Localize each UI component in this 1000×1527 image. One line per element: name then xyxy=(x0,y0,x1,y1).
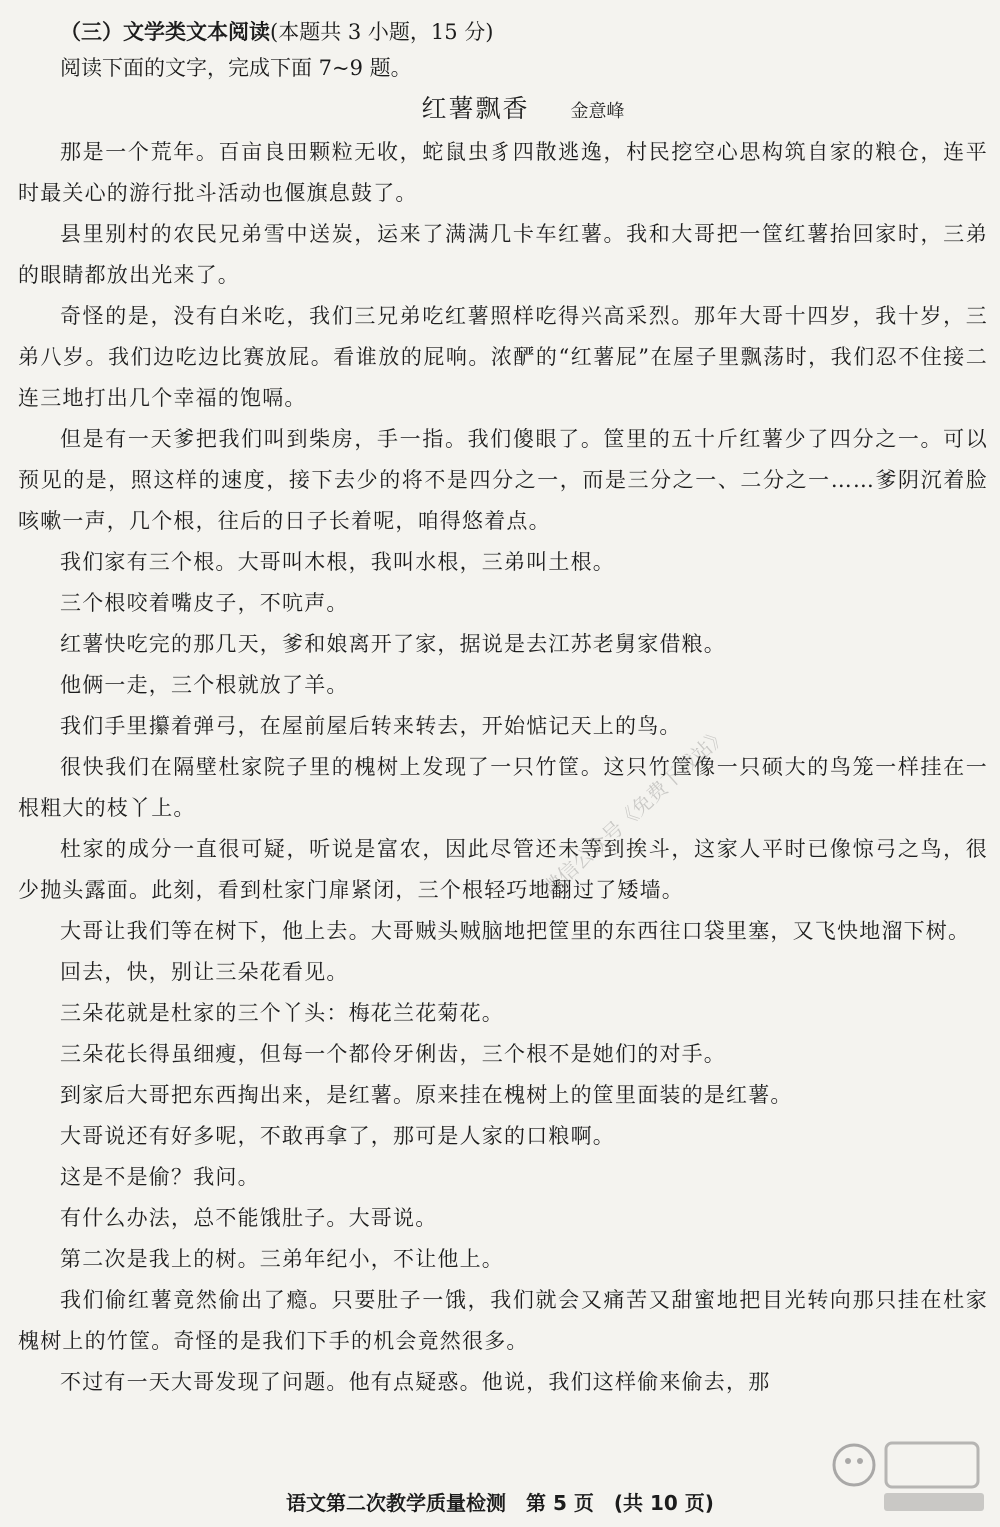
article-title: 红薯飘香 xyxy=(421,94,530,123)
article-paragraph: 很快我们在隔壁杜家院子里的槐树上发现了一只竹筐。这只竹筐像一只硕大的鸟笼一样挂在一根粗大的枝丫上。 xyxy=(18,755,988,820)
section-title: （三）文学类文本阅读 xyxy=(60,20,270,44)
article-paragraph: 杜家的成分一直很可疑，听说是富农，因此尽管还未等到挨斗，这家人平时已像惊弓之鸟，很少抛头露面。此刻，看到杜家门扉紧闭，三个根轻巧地翻过了矮墙。 xyxy=(18,837,988,902)
article-paragraph: 大哥说还有好多呢，不敢再拿了，那可是人家的口粮啊。 xyxy=(60,1124,615,1148)
article-paragraph: 我们手里攥着弹弓，在屋前屋后转来转去，开始惦记天上的鸟。 xyxy=(60,714,682,738)
exam-page xyxy=(18,14,988,1403)
article-paragraph: 三朵花长得虽细瘦，但每一个都伶牙俐齿，三个根不是她们的对手。 xyxy=(60,1042,726,1066)
article-paragraph: 到家后大哥把东西掏出来，是红薯。原来挂在槐树上的筐里面装的是红薯。 xyxy=(60,1083,793,1107)
article-header xyxy=(58,86,988,132)
article-paragraph: 有什么办法，总不能饿肚子。大哥说。 xyxy=(60,1206,438,1230)
page-footer: 语文第二次教学质量检测 第 5 页 (共 10 页) xyxy=(286,1491,714,1515)
article-paragraph: 我们家有三个根。大哥叫木根，我叫水根，三弟叫土根。 xyxy=(60,550,615,574)
article-paragraph: 大哥让我们等在树下，他上去。大哥贼头贼脑地把筐里的东西往口袋里塞，又飞快地溜下树。 xyxy=(60,919,971,943)
article-paragraph: 他俩一走，三个根就放了羊。 xyxy=(60,673,349,697)
article-paragraph: 三朵花就是杜家的三个丫头：梅花兰花菊花。 xyxy=(60,1001,504,1025)
instruction: 阅读下面的文字，完成下面 7~9 题。 xyxy=(60,56,412,80)
article-author: 金意峰 xyxy=(570,101,625,122)
article-paragraph: 但是有一天爹把我们叫到柴房，手一指。我们傻眼了。筐里的五十斤红薯少了四分之一。可以预见的是，照这样的速度，接下去少的将不是四分之一，而是三分之一、二分之一……爹阴沉着脸咳嗽一声，几个根，往后的日子长着呢，咱得悠着点。 xyxy=(18,427,988,533)
article-body xyxy=(18,132,988,1403)
article-paragraph: 三个根咬着嘴皮子，不吭声。 xyxy=(60,591,349,615)
watermark-text: 微信公众号《免费下载站》 xyxy=(537,722,733,901)
article-paragraph: 这是不是偷？我问。 xyxy=(60,1165,260,1189)
article-paragraph: 回去，快，别让三朵花看见。 xyxy=(60,960,349,984)
article-paragraph: 我们偷红薯竟然偷出了瘾。只要肚子一饿，我们就会又痛苦又甜蜜地把目光转向那只挂在杜家槐树上的竹筐。奇怪的是我们下手的机会竟然很多。 xyxy=(18,1288,988,1353)
article-paragraph: 县里别村的农民兄弟雪中送炭，运来了满满几卡车红薯。我和大哥把一筐红薯抬回家时，三弟的眼睛都放出光来了。 xyxy=(18,222,988,287)
article-paragraph: 红薯快吃完的那几天，爹和娘离开了家，据说是去江苏老舅家借粮。 xyxy=(60,632,726,656)
article-paragraph: 不过有一天大哥发现了问题。他有点疑惑。他说，我们这样偷来偷去，那 xyxy=(60,1370,771,1394)
section-heading xyxy=(60,14,988,50)
article-paragraph: 第二次是我上的树。三弟年纪小，不让他上。 xyxy=(60,1247,504,1271)
section-meta: (本题共 3 小题，15 分) xyxy=(270,20,494,44)
article-paragraph: 那是一个荒年。百亩良田颗粒无收，蛇鼠虫豸四散逃逸，村民挖空心思构筑自家的粮仓，连平时最关心的游行批斗活动也偃旗息鼓了。 xyxy=(18,140,988,205)
site-logo-icon xyxy=(824,1427,994,1519)
article-paragraph: 奇怪的是，没有白米吃，我们三兄弟吃红薯照样吃得兴高采烈。那年大哥十四岁，我十岁，三弟八岁。我们边吃边比赛放屁。看谁放的屁响。浓酽的“红薯屁”在屋子里飘荡时，我们忍不住接二连三地打出几个幸福的饱嗝。 xyxy=(18,304,988,410)
